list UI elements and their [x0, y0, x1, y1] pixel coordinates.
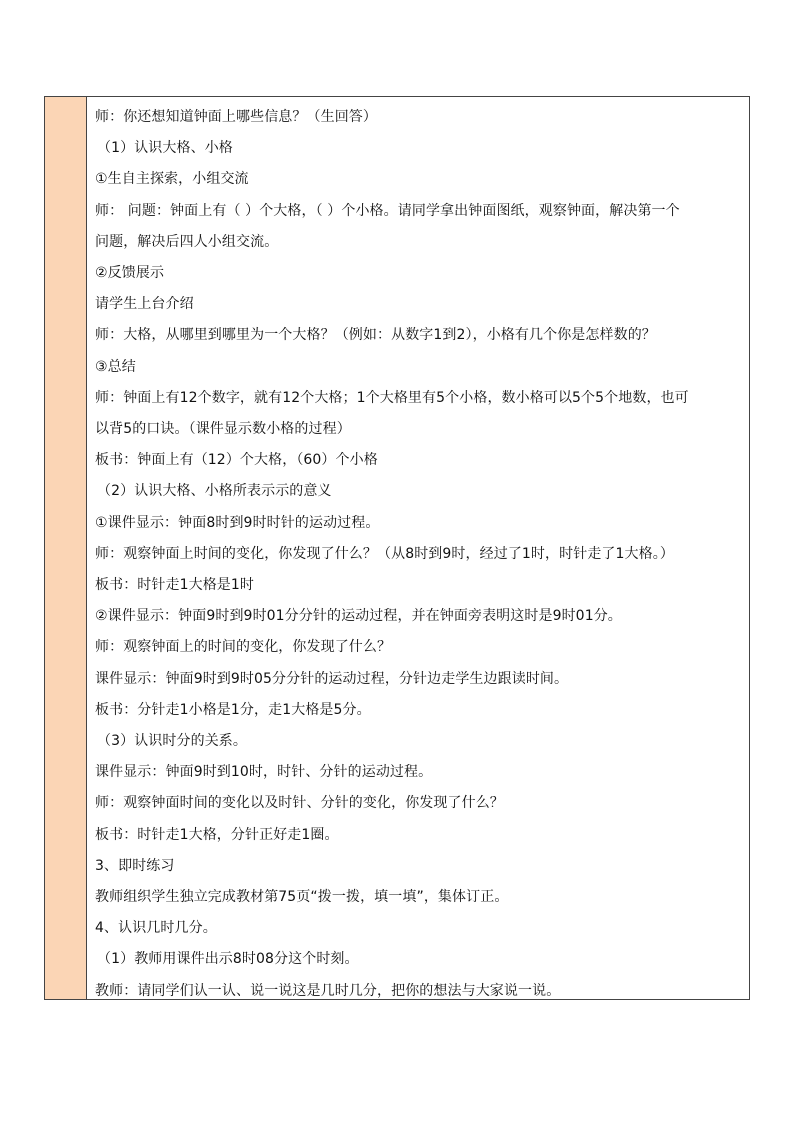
content-column	[87, 97, 749, 999]
text-line: 以背5的口诀。（课件显示数小格的过程）	[95, 421, 351, 438]
text-line: ②课件显示：钟面9时到9时01分分针的运动过程，并在钟面旁表明这时是9时01分。	[95, 608, 622, 625]
text-line: 师：大格，从哪里到哪里为一个大格？（例如：从数字1到2），小格有几个你是怎样数的？	[95, 327, 656, 344]
text-line: 板书：时针走1大格是1时	[95, 577, 255, 594]
text-line: （1）教师用课件出示8时08分这个时刻。	[97, 951, 359, 968]
lesson-table	[44, 96, 750, 1000]
text-line: （1）认识大格、小格	[97, 140, 233, 157]
text-line: （2）认识大格、小格所表示示的意义	[97, 483, 332, 500]
text-line: 请学生上台介绍	[95, 296, 194, 313]
text-line: 板书：时针走1大格，分针正好走1圈。	[95, 826, 339, 843]
text-line: 课件显示：钟面9时到10时，时针、分针的运动过程。	[95, 764, 433, 781]
text-line: 3、即时练习	[95, 857, 175, 874]
text-line: ②反馈展示	[95, 265, 165, 282]
text-line: ①课件显示：钟面8时到9时时针的运动过程。	[95, 514, 380, 531]
text-line: 课件显示：钟面9时到9时05分分针的运动过程，分针边走学生边跟读时间。	[95, 670, 569, 687]
text-line: 板书：分针走1小格是1分，走1大格是5分。	[95, 701, 371, 718]
text-line: 师：观察钟面上的时间的变化，你发现了什么？	[95, 639, 392, 656]
text-line: 师：观察钟面上时间的变化，你发现了什么？（从8时到9时，经过了1时，时针走了1大格。）	[95, 545, 674, 562]
text-line: 师： 问题：钟面上有（ ）个大格，（ ）个小格。请同学拿出钟面图纸，观察钟面，解决第一个	[95, 202, 680, 219]
text-line: ①生自主探索，小组交流	[95, 171, 249, 188]
text-line: 师：钟面上有12个数字，就有12个大格；1个大格里有5个小格，数小格可以5个5个地数，也可	[95, 389, 689, 406]
side-column	[45, 97, 87, 999]
text-line: 教师组织学生独立完成教材第75页“拨一拨，填一填”，集体订正。	[95, 889, 509, 906]
text-line: （3）认识时分的关系。	[97, 733, 248, 750]
text-line: 板书：钟面上有（12）个大格，（60）个小格	[95, 452, 378, 469]
text-line: 4、认识几时几分。	[95, 920, 217, 937]
text-line: 问题，解决后四人小组交流。	[95, 233, 279, 250]
text-line: 教师：请同学们认一认、说一说这是几时几分，把你的想法与大家说一说。	[95, 982, 561, 999]
text-line: 师：观察钟面时间的变化以及时针、分针的变化，你发现了什么？	[95, 795, 504, 812]
text-line: 师：你还想知道钟面上哪些信息？（生回答）	[95, 109, 377, 125]
text-line: ③总结	[95, 358, 136, 375]
